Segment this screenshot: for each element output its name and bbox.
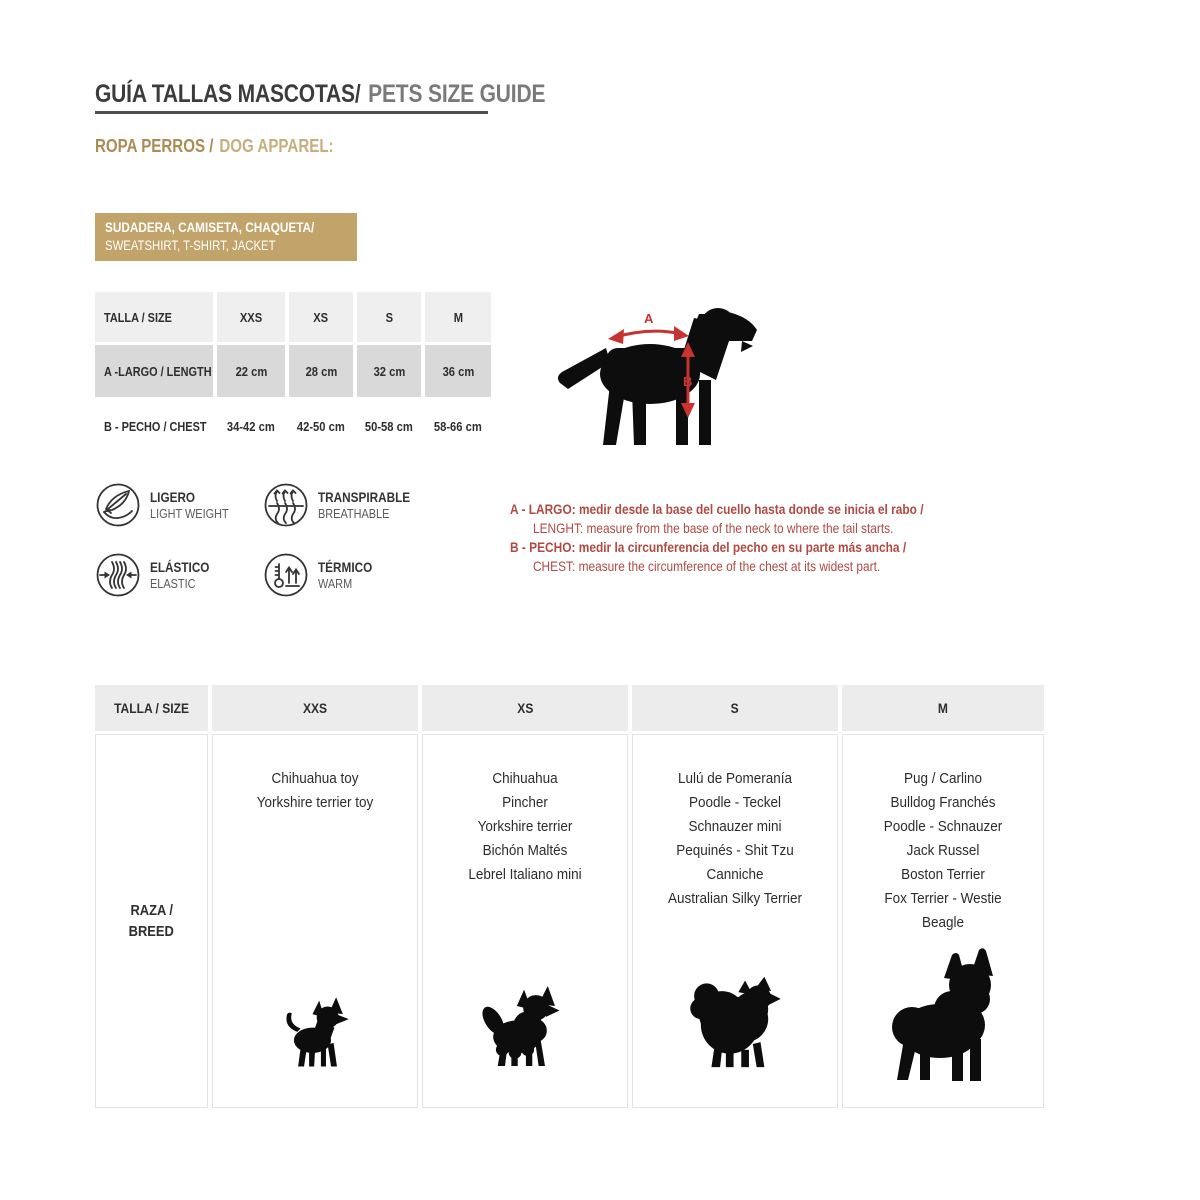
breed-cell-m xyxy=(842,734,1044,1108)
thermometer-warm-icon xyxy=(263,552,309,598)
breed-table-header-xxs: XXS xyxy=(212,685,418,731)
breed-line: Yorkshire terrier toy xyxy=(256,794,374,811)
breed-line: Canniche xyxy=(706,866,764,883)
longhair-chihuahua-silhouette-icon xyxy=(475,979,575,1073)
svg-text:B: B xyxy=(683,374,693,389)
feature-name-en: WARM xyxy=(318,575,353,591)
measure-arrow-a xyxy=(608,311,689,344)
breed-size-table xyxy=(95,685,1044,1108)
length-xs-value: 28 cm xyxy=(289,345,353,397)
breed-line: Lebrel Italiano mini xyxy=(468,866,582,883)
feature-name-es: TÉRMICO xyxy=(318,558,373,575)
size-table-header-xs: XS xyxy=(289,292,353,342)
elastic-stretch-icon xyxy=(95,552,141,598)
page-title-es: GUÍA TALLAS MASCOTAS/ xyxy=(95,80,361,108)
note-b-en: CHEST: measure the circumference of the chest at its widest part. xyxy=(532,558,881,574)
feature-name-es: LIGERO xyxy=(150,488,196,505)
size-table-header-xxs: XXS xyxy=(217,292,285,342)
page-title-en: PETS SIZE GUIDE xyxy=(368,80,546,108)
size-measurements-table xyxy=(95,292,491,452)
breed-cell-xxs xyxy=(212,734,418,1108)
labrador-silhouette-icon xyxy=(558,308,757,445)
chest-xs-value: 42-50 cm xyxy=(289,400,353,452)
feature-elastic xyxy=(95,552,221,598)
note-b-es: B - PECHO: medir la circunferencia del pecho en su parte más ancha / xyxy=(510,539,907,555)
breed-line: Chihuahua toy xyxy=(271,770,359,787)
page-title xyxy=(95,80,631,109)
breed-line: Pug / Carlino xyxy=(903,770,983,787)
feature-breathable xyxy=(263,482,428,528)
breed-list-xxs xyxy=(213,735,417,815)
breed-line: Fox Terrier - Westie xyxy=(884,890,1002,907)
breed-line: Chihuahua xyxy=(492,770,558,787)
pomeranian-silhouette-icon xyxy=(679,969,791,1071)
breed-line: Poodle - Schnauzer xyxy=(883,818,1003,835)
size-table-header-s: S xyxy=(357,292,421,342)
breed-line: Bichón Maltés xyxy=(482,842,568,859)
note-a-en: LENGHT: measure from the base of the neck to where the tail starts. xyxy=(532,520,894,536)
garment-category-banner xyxy=(95,213,357,261)
breed-list-s xyxy=(633,735,837,911)
svg-text:A: A xyxy=(644,311,654,326)
size-table-header-label: TALLA / SIZE xyxy=(95,292,213,342)
size-table-header-m: M xyxy=(425,292,491,342)
feature-name-es: TRANSPIRABLE xyxy=(318,488,411,505)
feature-warm xyxy=(263,552,383,598)
breed-line: Pequinés - Shit Tzu xyxy=(676,842,794,859)
breed-line: Beagle xyxy=(921,914,965,931)
feature-name-es: ELÁSTICO xyxy=(150,558,210,575)
chihuahua-silhouette-icon xyxy=(277,989,353,1073)
labrador-measure-diagram xyxy=(548,296,768,454)
breed-list-m xyxy=(843,735,1043,935)
length-xxs-value: 22 cm xyxy=(217,345,285,397)
breed-cell-s xyxy=(632,734,838,1108)
breed-row-label: RAZA / BREED xyxy=(95,734,208,1108)
chest-s-value: 50-58 cm xyxy=(357,400,421,452)
breed-line: Schnauzer mini xyxy=(688,818,782,835)
breed-line: Bulldog Franchés xyxy=(890,794,996,811)
breed-table-header-xs: XS xyxy=(422,685,628,731)
chest-row-label: B - PECHO / CHEST xyxy=(95,400,213,452)
feature-name-en: BREATHABLE xyxy=(318,505,390,521)
title-underline xyxy=(95,111,488,114)
breed-line: Lulú de Pomeranía xyxy=(677,770,793,787)
breathable-weave-icon xyxy=(263,482,309,528)
feature-name-en: LIGHT WEIGHT xyxy=(150,505,229,521)
french-bulldog-silhouette-icon xyxy=(873,947,1013,1083)
feature-name-en: ELASTIC xyxy=(150,575,196,591)
breed-list-xs xyxy=(423,735,627,887)
banner-line2: SWEATSHIRT, T-SHIRT, JACKET xyxy=(105,238,276,253)
feature-lightweight xyxy=(95,482,244,528)
breed-table-header-label: TALLA / SIZE xyxy=(95,685,208,731)
subtitle-en: DOG APPAREL: xyxy=(219,136,334,156)
section-subtitle xyxy=(95,136,379,157)
banner-line1: SUDADERA, CAMISETA, CHAQUETA/ xyxy=(105,219,315,235)
breed-line: Poodle - Teckel xyxy=(688,794,782,811)
breed-line: Jack Russel xyxy=(906,842,980,859)
breed-line: Boston Terrier xyxy=(901,866,985,883)
breed-line: Pincher xyxy=(502,794,548,811)
feather-hand-icon xyxy=(95,482,141,528)
note-a-es: A - LARGO: medir desde la base del cuello hasta donde se inicia el rabo / xyxy=(510,501,924,517)
breed-table-header-s: S xyxy=(632,685,838,731)
breed-line: Yorkshire terrier xyxy=(477,818,573,835)
breed-table-header-m: M xyxy=(842,685,1044,731)
length-m-value: 36 cm xyxy=(425,345,491,397)
breed-cell-xs xyxy=(422,734,628,1108)
length-s-value: 32 cm xyxy=(357,345,421,397)
length-row-label: A -LARGO / LENGTH xyxy=(95,345,213,397)
chest-m-value: 58-66 cm xyxy=(425,400,491,452)
breed-line: Australian Silky Terrier xyxy=(667,890,803,907)
chest-xxs-value: 34-42 cm xyxy=(217,400,285,452)
subtitle-es: ROPA PERROS / xyxy=(95,136,214,156)
measuring-notes xyxy=(510,500,970,576)
